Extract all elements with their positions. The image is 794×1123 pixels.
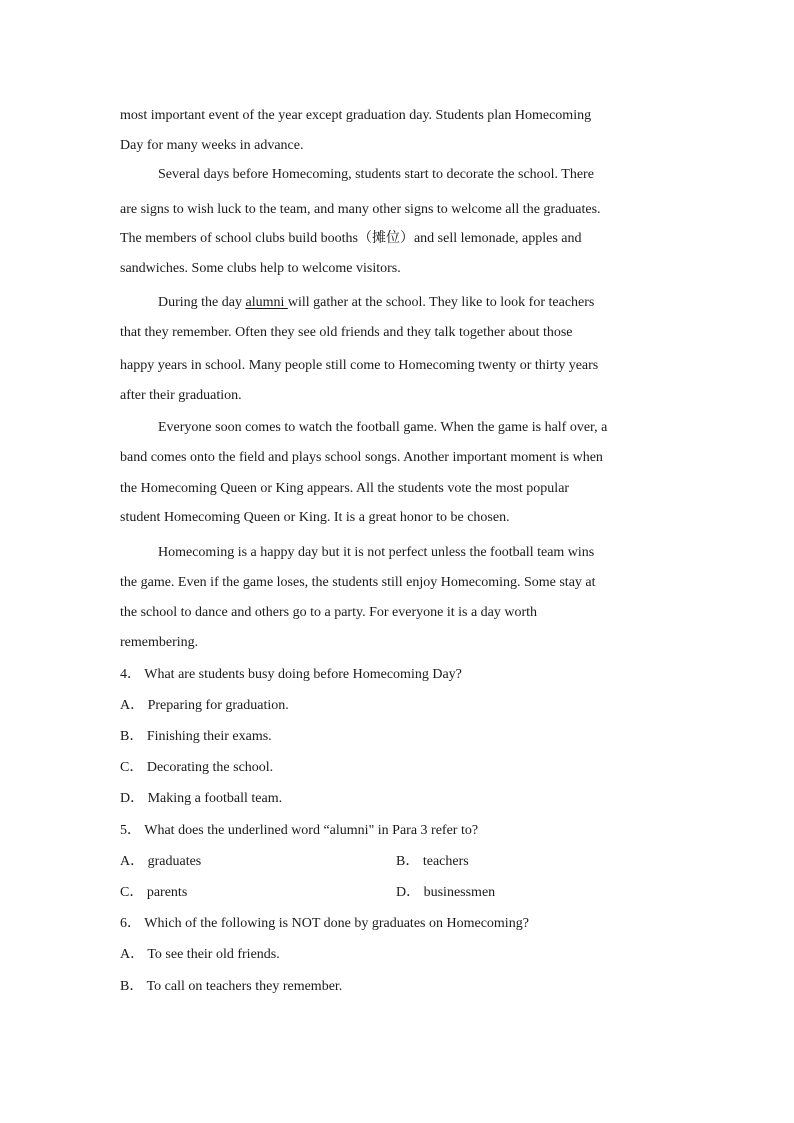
passage-p2-line-4: sandwiches. Some clubs help to welcome visitors.	[120, 261, 401, 276]
passage-p5-line-1: Homecoming is a happy day but it is not perfect unless the football team wins	[158, 545, 595, 560]
question-5-option-c: C． parents	[120, 885, 188, 900]
question-4-option-c: C． Decorating the school.	[120, 760, 274, 775]
question-4-option-a: A． Preparing for graduation.	[120, 698, 289, 713]
passage-p2-line-1: Several days before Homecoming, students start to decorate the school. There	[158, 167, 594, 182]
passage-p5-line-2: the game. Even if the game loses, the students still enjoy Homecoming. Some stay at	[120, 575, 596, 590]
question-5-option-d: D． businessmen	[396, 885, 496, 900]
question-6-stem: 6． Which of the following is NOT done by graduates on Homecoming?	[120, 916, 529, 931]
passage-p2-line-2: are signs to wish luck to the team, and many other signs to welcome all the graduates.	[120, 202, 601, 217]
question-6-option-a: A． To see their old friends.	[120, 947, 280, 962]
question-4-option-b: B． Finishing their exams.	[120, 729, 272, 744]
passage-p3-line-2: that they remember. Often they see old friends and they talk together about those	[120, 325, 573, 340]
question-5-option-a: A． graduates	[120, 854, 202, 869]
passage-p5-line-4: remembering.	[120, 635, 199, 650]
passage-p4-line-4: student Homecoming Queen or King. It is a great honor to be chosen.	[120, 510, 510, 525]
passage-p5-line-3: the school to dance and others go to a party. For everyone it is a day worth	[120, 605, 538, 620]
question-5-stem: 5． What does the underlined word “alumni" in Para 3 refer to?	[120, 823, 479, 838]
passage-p4-line-1: Everyone soon comes to watch the football game. When the game is half over, a	[158, 420, 608, 435]
passage-p2-line-3: The members of school clubs build booths（摊位）and sell lemonade, apples and	[120, 231, 582, 246]
passage-p1-line-2: Day for many weeks in advance.	[120, 138, 304, 153]
question-4-stem: 4． What are students busy doing before Homecoming Day?	[120, 667, 462, 682]
passage-p4-line-3: the Homecoming Queen or King appears. All the students vote the most popular	[120, 481, 570, 496]
passage-p4-line-2: band comes onto the field and plays school songs. Another important moment is when	[120, 450, 603, 465]
passage-p3-line-3: happy years in school. Many people still come to Homecoming twenty or thirty years	[120, 358, 599, 373]
question-4-option-d: D． Making a football team.	[120, 791, 283, 806]
passage-p1-line-1: most important event of the year except graduation day. Students plan Homecoming	[120, 108, 592, 123]
question-5-option-b: B． teachers	[396, 854, 469, 869]
underlined-word-alumni: alumni	[245, 295, 288, 310]
passage-p3-line-1	[158, 294, 594, 312]
question-6-option-b: B． To call on teachers they remember.	[120, 979, 343, 994]
passage-p3-line-4: after their graduation.	[120, 388, 242, 403]
passage-p3-text-after: will gather at the school. They like to look for teachers	[287, 295, 595, 310]
passage-p3-text-before: During the day	[158, 295, 246, 310]
